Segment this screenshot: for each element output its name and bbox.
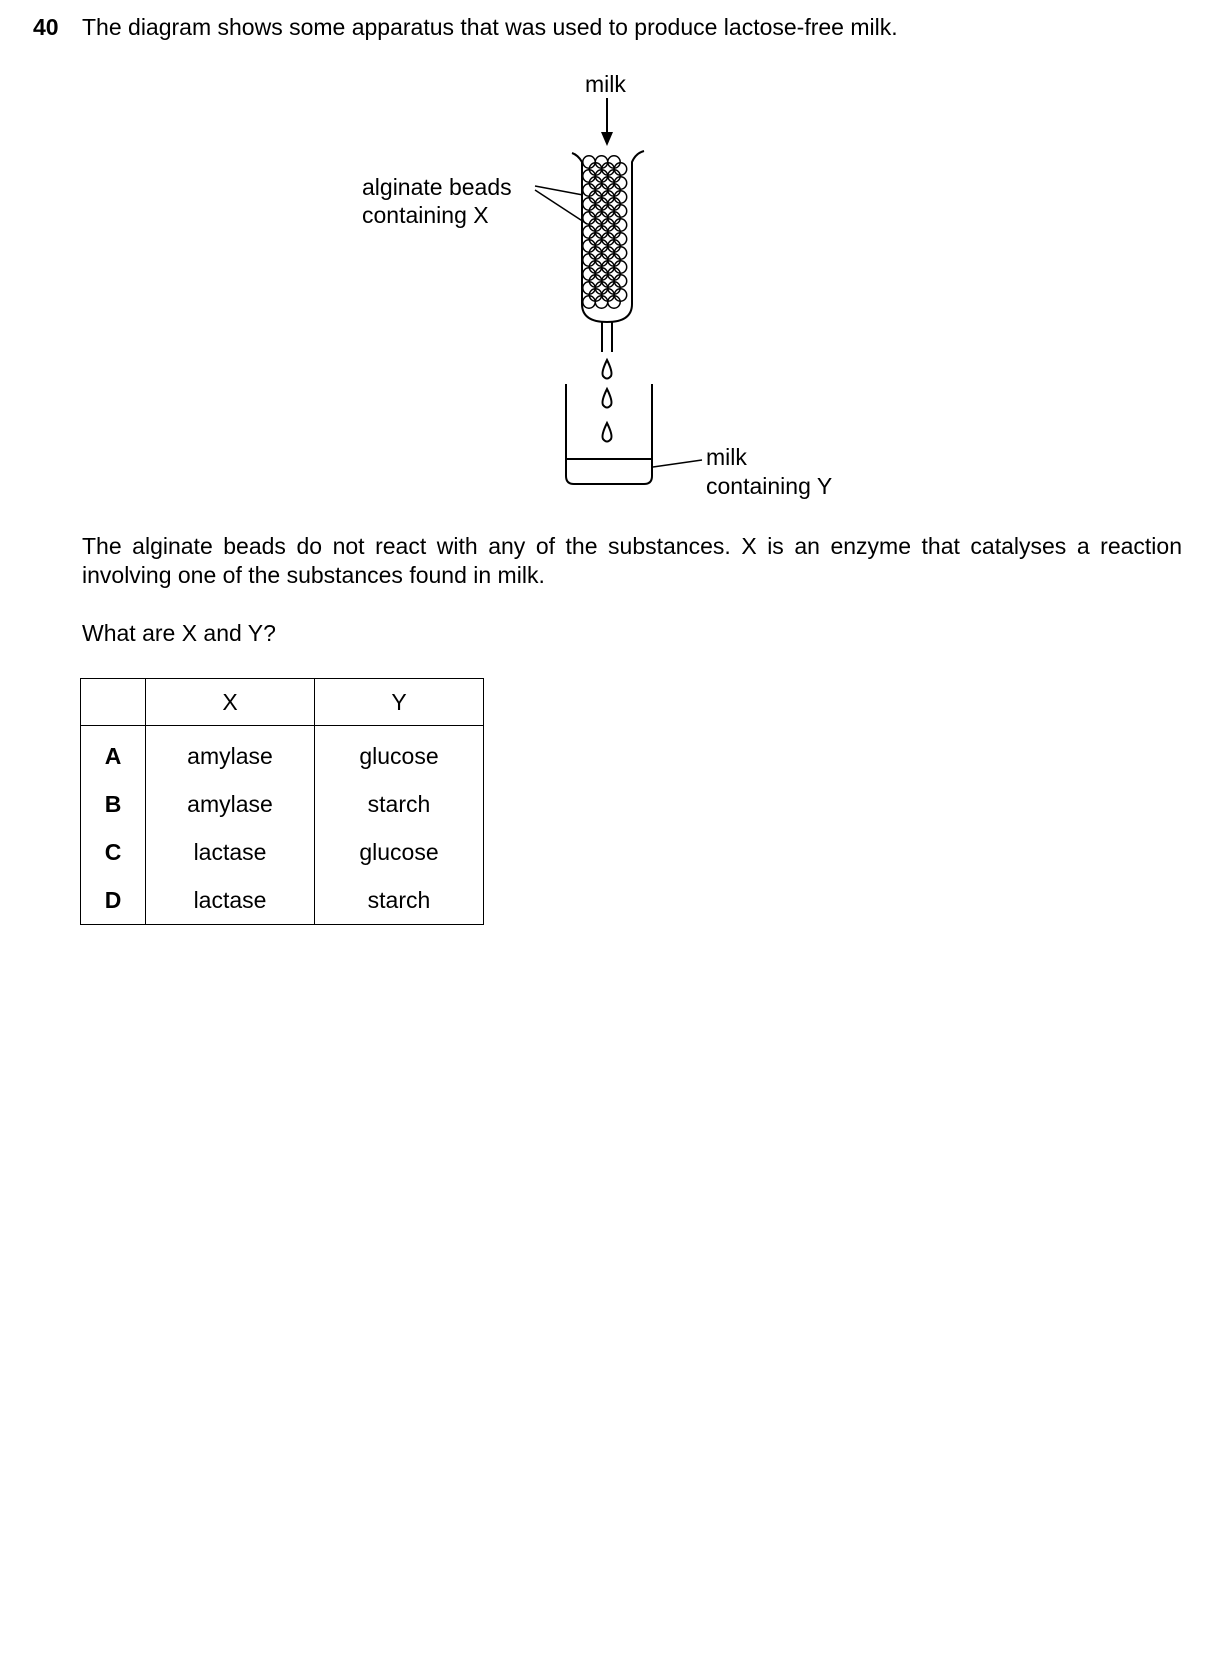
beads-leader-line (535, 186, 583, 195)
label-milk-in: milk (585, 71, 626, 97)
alginate-bead (614, 247, 626, 259)
alginate-bead (614, 205, 626, 217)
milk-drop (603, 423, 612, 442)
alginate-bead (614, 289, 626, 301)
alginate-bead (614, 219, 626, 231)
table-row (81, 780, 484, 828)
question-number: 40 (33, 14, 59, 40)
question-text: The diagram shows some apparatus that was used to produce lactose-free milk. (82, 14, 898, 40)
alginate-bead (614, 275, 626, 287)
option-letter: B (81, 780, 146, 828)
beads-leader-line (535, 190, 587, 224)
alginate-bead (583, 254, 595, 266)
alginate-bead (583, 198, 595, 210)
header-empty (81, 679, 146, 726)
table-row (81, 828, 484, 876)
option-letter: A (81, 726, 146, 781)
milk-drop (603, 360, 612, 379)
alginate-bead (583, 240, 595, 252)
options-table (80, 678, 484, 925)
milk-y-leader-line (653, 460, 702, 467)
alginate-bead (583, 170, 595, 182)
table-header-row (81, 679, 484, 726)
alginate-bead (583, 296, 595, 308)
alginate-bead (614, 163, 626, 175)
header-x: X (146, 679, 315, 726)
header-y: Y (315, 679, 484, 726)
option-x: amylase (146, 726, 315, 781)
table-row (81, 876, 484, 925)
alginate-bead (583, 282, 595, 294)
info-paragraph: The alginate beads do not react with any of the substances. X is an enzyme that catalyses a reaction involving one of the substances found in milk. (82, 533, 1182, 588)
option-y: starch (315, 780, 484, 828)
table-row (81, 726, 484, 781)
alginate-bead (583, 184, 595, 196)
label-beads-line2: containing X (362, 202, 489, 228)
option-x: amylase (146, 780, 315, 828)
alginate-beads (583, 156, 627, 308)
alginate-bead (614, 191, 626, 203)
apparatus-diagram (0, 0, 1209, 520)
label-milk-out-line2: containing Y (706, 473, 833, 499)
option-x: lactase (146, 876, 315, 925)
option-x: lactase (146, 828, 315, 876)
question-prompt: What are X and Y? (82, 620, 276, 646)
milk-drop (603, 389, 612, 408)
option-y: glucose (315, 828, 484, 876)
alginate-bead (583, 226, 595, 238)
alginate-bead (583, 268, 595, 280)
milk-flow-arrowhead (601, 132, 613, 146)
alginate-bead (614, 233, 626, 245)
alginate-bead (614, 261, 626, 273)
option-y: glucose (315, 726, 484, 781)
alginate-bead (614, 177, 626, 189)
option-letter: D (81, 876, 146, 925)
option-letter: C (81, 828, 146, 876)
alginate-bead (583, 156, 595, 168)
label-milk-out-line1: milk (706, 444, 747, 470)
beaker (566, 384, 652, 484)
label-beads-line1: alginate beads (362, 174, 512, 200)
option-y: starch (315, 876, 484, 925)
